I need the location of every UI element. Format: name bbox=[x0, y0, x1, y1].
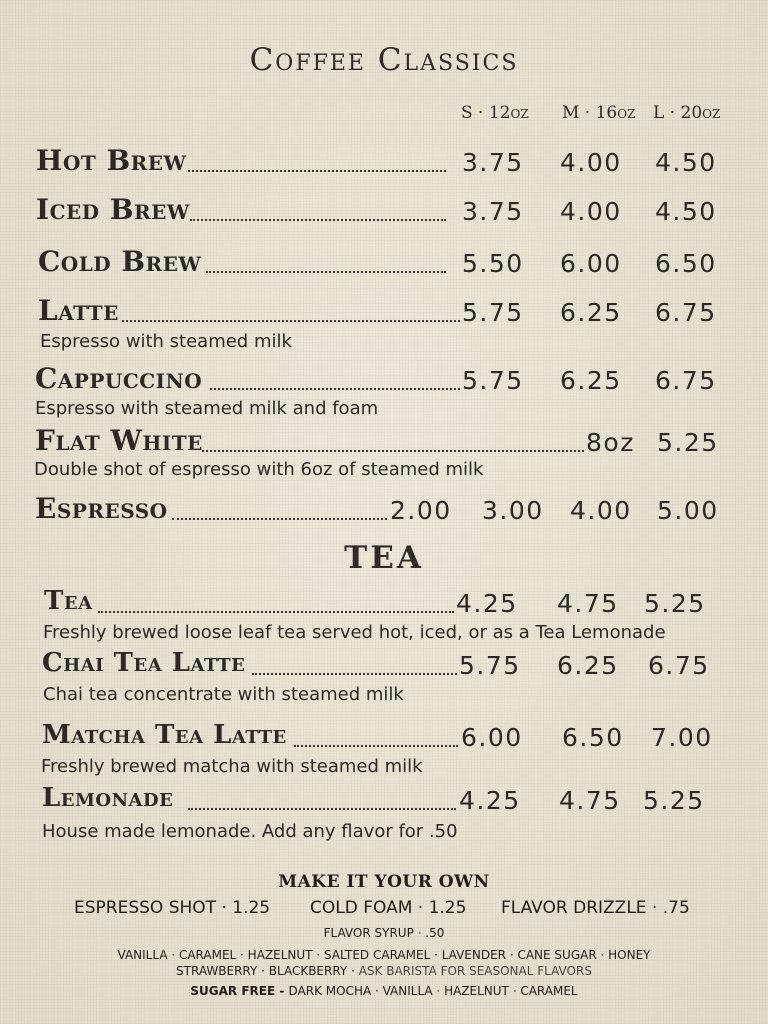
item-description: Chai tea concentrate with steamed milk bbox=[43, 684, 404, 705]
item-name: Iced Brew bbox=[36, 193, 190, 226]
item-name: Flat White bbox=[35, 424, 203, 457]
price-triple: 4.00 bbox=[570, 496, 632, 525]
price-medium: 4.00 bbox=[560, 148, 622, 177]
price-medium: 6.25 bbox=[557, 651, 619, 680]
make-it-your-own-title: MAKE IT YOUR OWN bbox=[278, 872, 490, 892]
price-large: 4.50 bbox=[655, 197, 717, 226]
item-description: Double shot of espresso with 6oz of steamed milk bbox=[34, 459, 484, 480]
price-large: 6.75 bbox=[655, 298, 717, 327]
price-medium: 4.75 bbox=[557, 589, 619, 618]
flavor-syrup-price: FLAVOR SYRUP · .50 bbox=[323, 926, 445, 940]
dot-leader bbox=[188, 808, 456, 810]
sugar-free-line bbox=[0, 984, 768, 998]
item-description: Espresso with steamed milk and foam bbox=[35, 398, 379, 419]
price-large: 5.25 bbox=[644, 589, 706, 618]
price-large: 6.75 bbox=[655, 366, 717, 395]
price-medium: 4.75 bbox=[559, 786, 621, 815]
dot-leader bbox=[210, 388, 460, 390]
item-name: Espresso bbox=[35, 492, 168, 525]
flavor-list-line-1: VANILLA · CARAMEL · HAZELNUT · SALTED CARAMEL · LAVENDER · CANE SUGAR · HONEY bbox=[117, 948, 651, 962]
item-name: Matcha Tea Latte bbox=[42, 720, 287, 750]
item-name: Cold Brew bbox=[38, 245, 202, 278]
price-medium: 6.25 bbox=[560, 366, 622, 395]
price-large: 6.75 bbox=[648, 651, 710, 680]
dot-leader bbox=[188, 170, 446, 172]
price-medium: 6.00 bbox=[560, 249, 622, 278]
dot-leader bbox=[206, 271, 446, 273]
item-name: Tea bbox=[44, 586, 93, 616]
price-small: 3.75 bbox=[462, 148, 524, 177]
price-small: 5.75 bbox=[462, 298, 524, 327]
item-description: Freshly brewed loose leaf tea served hot, iced, or as a Tea Lemonade bbox=[43, 622, 666, 643]
price-small: 3.75 bbox=[462, 197, 524, 226]
price-small: 5.50 bbox=[462, 249, 524, 278]
price-medium: 6.25 bbox=[560, 298, 622, 327]
dot-leader bbox=[202, 450, 584, 452]
price-quad: 5.00 bbox=[657, 496, 719, 525]
price-size: 8oz bbox=[586, 428, 635, 457]
dot-leader bbox=[190, 219, 446, 221]
item-description: House made lemonade. Add any flavor for .50 bbox=[42, 821, 458, 842]
item-name: Hot Brew bbox=[36, 144, 187, 177]
dot-leader bbox=[172, 518, 387, 520]
sugar-free-flavors: DARK MOCHA · VANILLA · HAZELNUT · CARAMEL bbox=[288, 984, 578, 998]
item-description: Espresso with steamed milk bbox=[40, 331, 292, 352]
addon-espresso-shot: ESPRESSO SHOT · 1.25 bbox=[74, 898, 271, 918]
item-name: Lemonade bbox=[42, 783, 174, 813]
dot-leader bbox=[252, 673, 457, 675]
price-value: 5.25 bbox=[657, 428, 719, 457]
price-solo: 2.00 bbox=[390, 496, 452, 525]
addon-flavor-drizzle: FLAVOR DRIZZLE · .75 bbox=[501, 898, 690, 918]
price-small: 4.25 bbox=[459, 786, 521, 815]
item-description: Freshly brewed matcha with steamed milk bbox=[41, 756, 423, 777]
price-medium: 6.50 bbox=[562, 723, 624, 752]
price-large: 7.00 bbox=[651, 723, 713, 752]
size-medium-header: M · 16oz bbox=[562, 103, 636, 123]
size-large-header: L · 20oz bbox=[653, 103, 721, 123]
price-small: 5.75 bbox=[462, 366, 524, 395]
dot-leader bbox=[98, 611, 454, 613]
price-large: 5.25 bbox=[643, 786, 705, 815]
item-name: Chai Tea Latte bbox=[42, 648, 246, 678]
size-small-header: S · 12oz bbox=[461, 103, 529, 123]
item-name: Cappuccino bbox=[35, 362, 203, 395]
tea-title: TEA bbox=[344, 540, 424, 576]
price-small: 6.00 bbox=[461, 723, 523, 752]
price-large: 6.50 bbox=[655, 249, 717, 278]
sugar-free-label: SUGAR FREE - bbox=[190, 984, 289, 998]
flavor-list-line-2 bbox=[0, 964, 768, 978]
price-doppio: 3.00 bbox=[482, 496, 544, 525]
coffee-classics-title: Coffee Classics bbox=[249, 42, 519, 78]
price-small: 5.75 bbox=[459, 651, 521, 680]
price-large: 4.50 bbox=[655, 148, 717, 177]
price-medium: 4.00 bbox=[560, 197, 622, 226]
flavor-list-line-2-main: STRAWBERRY · BLACKBERRY · bbox=[176, 964, 359, 978]
price-small: 4.25 bbox=[456, 589, 518, 618]
dot-leader bbox=[294, 745, 458, 747]
addon-cold-foam: COLD FOAM · 1.25 bbox=[310, 898, 467, 918]
seasonal-flavors-note: ASK BARISTA FOR SEASONAL FLAVORS bbox=[358, 964, 592, 978]
item-name: Latte bbox=[38, 294, 119, 327]
dot-leader bbox=[122, 320, 460, 322]
